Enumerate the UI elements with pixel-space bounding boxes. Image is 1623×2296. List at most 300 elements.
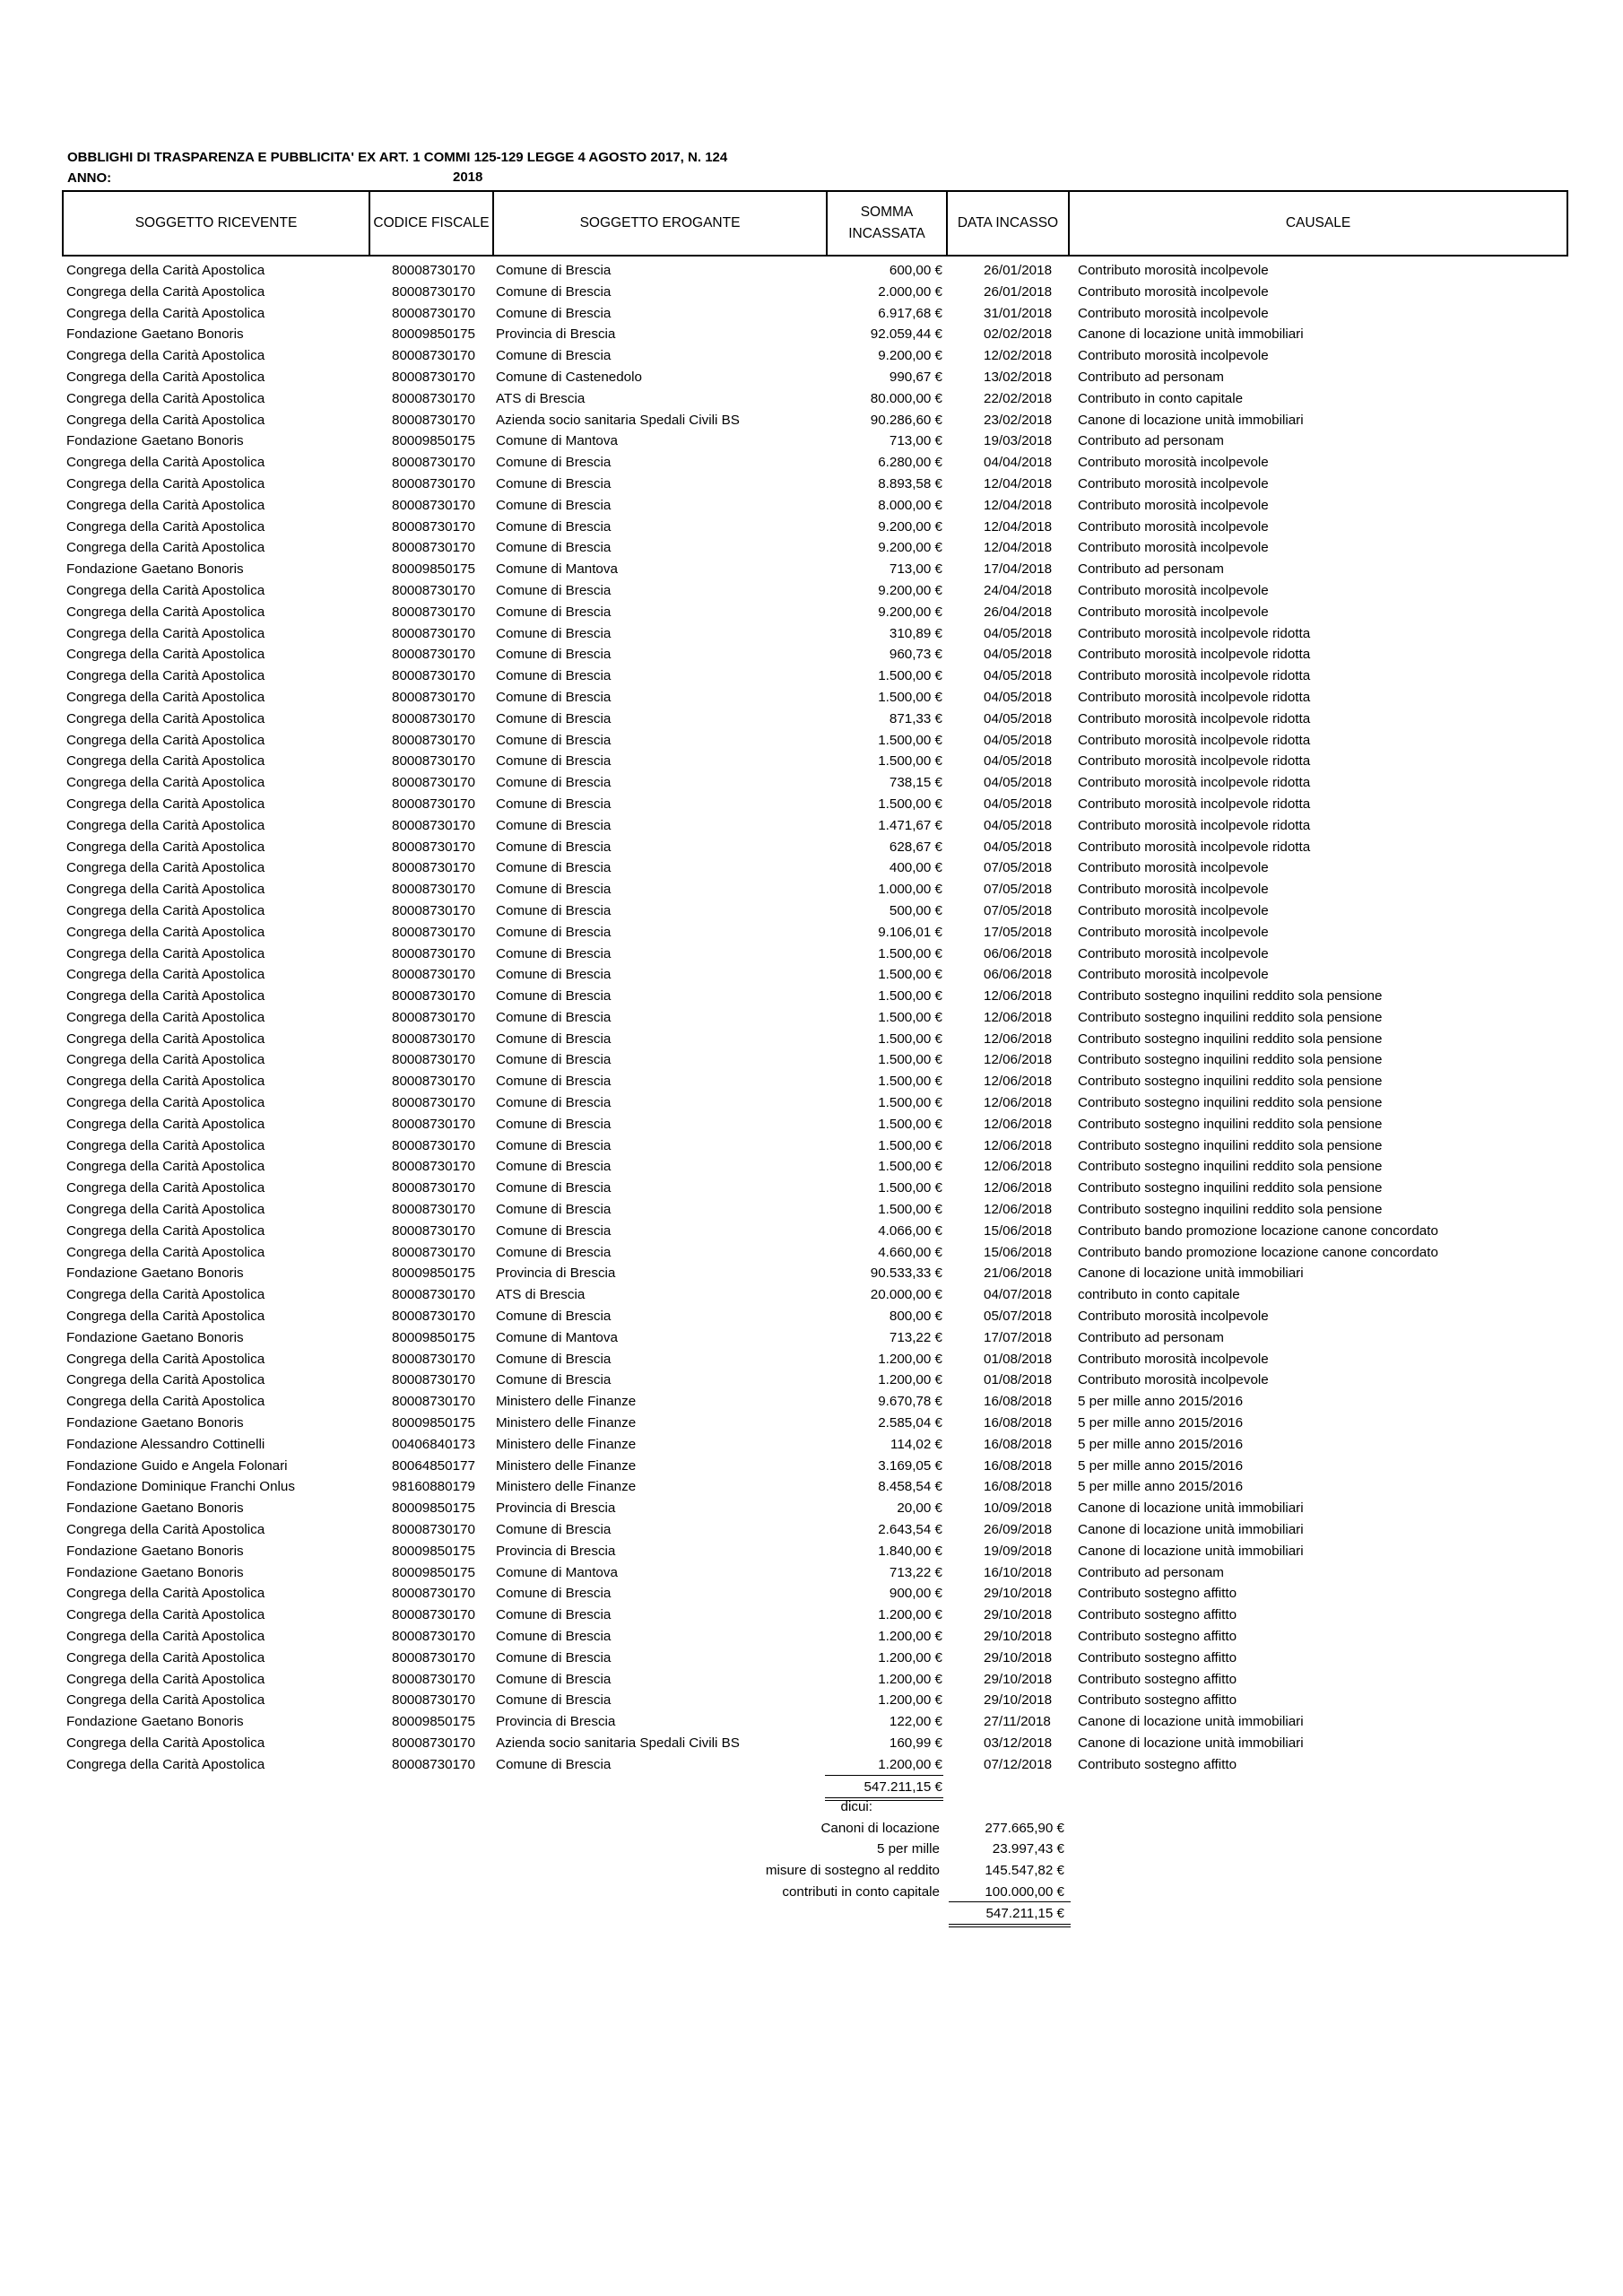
- cell-data-incasso: 29/10/2018: [984, 1671, 1053, 1687]
- cell-causale: Contributo morosità incolpevole: [1078, 924, 1269, 940]
- cell-somma: 960,73 €: [889, 647, 942, 663]
- cell-data-incasso: 12/06/2018: [984, 1095, 1053, 1111]
- cell-codice-fiscale: 80009850175: [392, 326, 475, 343]
- table-row: [0, 1541, 1623, 1562]
- cell-codice-fiscale: 80008730170: [392, 369, 475, 385]
- cell-causale: Contributo ad personam: [1078, 1329, 1224, 1345]
- table-row: [0, 1456, 1623, 1477]
- cell-data-incasso: 29/10/2018: [984, 1586, 1053, 1602]
- table-row: [0, 324, 1623, 345]
- cell-data-incasso: 16/08/2018: [984, 1457, 1053, 1474]
- cell-data-incasso: 12/06/2018: [984, 1180, 1053, 1196]
- cell-erogante: Comune di Brescia: [496, 1244, 612, 1260]
- cell-erogante: Comune di Brescia: [496, 1649, 612, 1665]
- cell-somma: 8.000,00 €: [878, 497, 942, 513]
- cell-erogante: Comune di Brescia: [496, 1756, 612, 1772]
- cell-somma: 3.169,05 €: [878, 1457, 942, 1474]
- table-row: [0, 772, 1623, 794]
- cell-ricevente: Congrega della Carità Apostolica: [66, 263, 265, 278]
- cell-ricevente: Congrega della Carità Apostolica: [66, 305, 265, 321]
- cell-codice-fiscale: 80008730170: [392, 390, 475, 406]
- cell-codice-fiscale: 80008730170: [392, 1009, 475, 1025]
- cell-data-incasso: 04/05/2018: [984, 753, 1053, 770]
- cell-codice-fiscale: 80008730170: [392, 1159, 475, 1175]
- cell-ricevente: Fondazione Gaetano Bonoris: [66, 561, 244, 578]
- table-row: [0, 1135, 1623, 1157]
- cell-causale: Contributo morosità incolpevole: [1078, 455, 1269, 471]
- table-row: [0, 1349, 1623, 1370]
- cell-data-incasso: 01/08/2018: [984, 1351, 1053, 1367]
- table-row: [0, 1242, 1623, 1264]
- cell-causale: Contributo morosità incolpevole ridotta: [1078, 710, 1311, 726]
- cell-erogante: Comune di Mantova: [496, 433, 618, 449]
- cell-data-incasso: 12/06/2018: [984, 1116, 1053, 1132]
- cell-somma: 1.471,67 €: [878, 817, 942, 833]
- cell-codice-fiscale: 80008730170: [392, 1180, 475, 1196]
- cell-causale: 5 per mille anno 2015/2016: [1078, 1415, 1244, 1431]
- cell-ricevente: Congrega della Carità Apostolica: [66, 1031, 265, 1047]
- cell-codice-fiscale: 80008730170: [392, 1649, 475, 1665]
- table-row: [0, 1178, 1623, 1199]
- cell-ricevente: Congrega della Carità Apostolica: [66, 689, 265, 705]
- cell-somma: 1.500,00 €: [878, 668, 942, 684]
- breakdown-value: 277.665,90 €: [985, 1820, 1064, 1836]
- cell-codice-fiscale: 00406840173: [392, 1436, 475, 1452]
- cell-somma: 713,22 €: [889, 1564, 942, 1580]
- cell-causale: Contributo morosità incolpevole: [1078, 518, 1269, 535]
- cell-data-incasso: 04/05/2018: [984, 647, 1053, 663]
- breakdown-value: 100.000,00 €: [985, 1883, 1064, 1900]
- cell-somma: 1.200,00 €: [878, 1629, 942, 1644]
- cell-codice-fiscale: 80008730170: [392, 1607, 475, 1623]
- cell-causale: Contributo morosità incolpevole ridotta: [1078, 689, 1311, 705]
- cell-causale: Contributo sostegno inquilini reddito sola pensione: [1078, 1074, 1383, 1090]
- cell-data-incasso: 17/04/2018: [984, 561, 1053, 578]
- cell-codice-fiscale: 80008730170: [392, 647, 475, 663]
- table-row: [0, 857, 1623, 879]
- table-row: [0, 1626, 1623, 1648]
- table-row: [0, 1434, 1623, 1456]
- cell-data-incasso: 17/05/2018: [984, 924, 1053, 940]
- cell-ricevente: Congrega della Carità Apostolica: [66, 945, 265, 961]
- cell-codice-fiscale: 80008730170: [392, 1309, 475, 1325]
- cell-causale: Contributo morosità incolpevole: [1078, 1351, 1269, 1367]
- table-row: [0, 794, 1623, 815]
- cell-codice-fiscale: 80008730170: [392, 1394, 475, 1410]
- cell-causale: Contributo morosità incolpevole ridotta: [1078, 647, 1311, 663]
- cell-ricevente: Congrega della Carità Apostolica: [66, 967, 265, 983]
- cell-data-incasso: 04/05/2018: [984, 710, 1053, 726]
- cell-erogante: Comune di Brescia: [496, 1095, 612, 1111]
- cell-erogante: Comune di Brescia: [496, 924, 612, 940]
- cell-codice-fiscale: 80008730170: [392, 455, 475, 471]
- breakdown-value: 145.547,82 €: [985, 1863, 1064, 1878]
- cell-ricevente: Congrega della Carità Apostolica: [66, 1244, 265, 1260]
- table-row: [0, 430, 1623, 452]
- cell-codice-fiscale: 80008730170: [392, 988, 475, 1004]
- cell-somma: 92.059,44 €: [870, 326, 942, 343]
- table-row: [0, 580, 1623, 602]
- cell-data-incasso: 29/10/2018: [984, 1607, 1053, 1623]
- cell-ricevente: Fondazione Gaetano Bonoris: [66, 326, 244, 343]
- col-header-causale: CAUSALE: [1068, 192, 1567, 255]
- cell-erogante: Ministero delle Finanze: [496, 1394, 637, 1410]
- table-row: [0, 1605, 1623, 1626]
- cell-somma: 160,99 €: [889, 1735, 942, 1751]
- table-row: [0, 815, 1623, 837]
- cell-data-incasso: 27/11/2018: [984, 1714, 1051, 1730]
- cell-causale: Contributo sostegno inquilini reddito sola pensione: [1078, 1095, 1383, 1111]
- cell-ricevente: Congrega della Carità Apostolica: [66, 1351, 265, 1367]
- cell-data-incasso: 15/06/2018: [984, 1244, 1053, 1260]
- cell-codice-fiscale: 80009850175: [392, 1714, 475, 1730]
- table-row: [0, 1754, 1623, 1776]
- cell-causale: Contributo ad personam: [1078, 369, 1224, 385]
- table-row: [0, 665, 1623, 687]
- cell-ricevente: Congrega della Carità Apostolica: [66, 775, 265, 791]
- cell-data-incasso: 12/06/2018: [984, 1074, 1053, 1090]
- cell-erogante: Comune di Brescia: [496, 988, 612, 1004]
- grand-total: 547.211,15 €: [864, 1779, 942, 1795]
- cell-data-incasso: 04/05/2018: [984, 796, 1053, 812]
- cell-ricevente: Congrega della Carità Apostolica: [66, 455, 265, 471]
- cell-somma: 20.000,00 €: [870, 1287, 942, 1303]
- cell-causale: Contributo sostegno affitto: [1078, 1607, 1237, 1623]
- table-row: [0, 410, 1623, 431]
- cell-codice-fiscale: 80008730170: [392, 1137, 475, 1153]
- cell-somma: 1.500,00 €: [878, 1180, 942, 1196]
- cell-codice-fiscale: 80009850175: [392, 1564, 475, 1580]
- cell-erogante: Comune di Brescia: [496, 348, 612, 364]
- cell-erogante: Comune di Brescia: [496, 732, 612, 748]
- table-row: [0, 260, 1623, 282]
- col-header-somma-line1: SOMMA: [860, 204, 914, 220]
- cell-somma: 2.000,00 €: [878, 283, 942, 300]
- cell-codice-fiscale: 80008730170: [392, 1287, 475, 1303]
- col-header-ricevente: SOGGETTO RICEVENTE: [135, 215, 298, 230]
- cell-ricevente: Fondazione Gaetano Bonoris: [66, 1543, 244, 1559]
- cell-codice-fiscale: 80009850175: [392, 1500, 475, 1517]
- table-row: [0, 303, 1623, 325]
- cell-erogante: Comune di Brescia: [496, 1586, 612, 1602]
- cell-erogante: Azienda socio sanitaria Spedali Civili BS: [496, 1735, 740, 1751]
- cell-ricevente: Fondazione Gaetano Bonoris: [66, 1265, 244, 1282]
- cell-causale: Canone di locazione unità immobiliari: [1078, 1522, 1304, 1538]
- cell-ricevente: Congrega della Carità Apostolica: [66, 902, 265, 918]
- cell-erogante: Comune di Brescia: [496, 1180, 612, 1196]
- cell-codice-fiscale: 80008730170: [392, 540, 475, 556]
- cell-ricevente: Congrega della Carità Apostolica: [66, 1074, 265, 1090]
- cell-codice-fiscale: 80008730170: [392, 348, 475, 364]
- table-row: [0, 1114, 1623, 1135]
- cell-codice-fiscale: 80008730170: [392, 945, 475, 961]
- cell-ricevente: Fondazione Alessandro Cottinelli: [66, 1436, 265, 1452]
- cell-ricevente: Congrega della Carità Apostolica: [66, 1309, 265, 1325]
- cell-causale: Contributo sostegno inquilini reddito sola pensione: [1078, 1180, 1383, 1196]
- cell-ricevente: Congrega della Carità Apostolica: [66, 1586, 265, 1602]
- cell-somma: 900,00 €: [889, 1586, 942, 1602]
- table-row: [0, 1413, 1623, 1434]
- cell-erogante: Comune di Mantova: [496, 561, 618, 578]
- cell-erogante: Provincia di Brescia: [496, 326, 616, 343]
- cell-data-incasso: 12/04/2018: [984, 475, 1053, 491]
- cell-erogante: Comune di Brescia: [496, 710, 612, 726]
- cell-data-incasso: 12/06/2018: [984, 1009, 1053, 1025]
- cell-codice-fiscale: 80008730170: [392, 1031, 475, 1047]
- cell-causale: Contributo morosità incolpevole: [1078, 1309, 1269, 1325]
- cell-causale: Contributo morosità incolpevole: [1078, 305, 1269, 321]
- document-title: OBBLIGHI DI TRASPARENZA E PUBBLICITA' EX ART. 1 COMMI 125-129 LEGGE 4 AGOSTO 2017, N. 124: [67, 150, 728, 165]
- cell-causale: Contributo sostegno inquilini reddito sola pensione: [1078, 988, 1383, 1004]
- cell-causale: Contributo morosità incolpevole ridotta: [1078, 796, 1311, 812]
- cell-codice-fiscale: 80008730170: [392, 753, 475, 770]
- cell-data-incasso: 04/05/2018: [984, 689, 1053, 705]
- cell-causale: Contributo morosità incolpevole: [1078, 263, 1269, 278]
- cell-data-incasso: 03/12/2018: [984, 1735, 1053, 1751]
- table-row: [0, 345, 1623, 367]
- cell-somma: 1.200,00 €: [878, 1692, 942, 1709]
- cell-ricevente: Congrega della Carità Apostolica: [66, 1649, 265, 1665]
- cell-erogante: Comune di Brescia: [496, 967, 612, 983]
- cell-somma: 90.286,60 €: [870, 412, 942, 428]
- cell-codice-fiscale: 80008730170: [392, 924, 475, 940]
- table-row: [0, 1733, 1623, 1754]
- cell-ricevente: Fondazione Guido e Angela Folonari: [66, 1457, 288, 1474]
- cell-causale: Contributo sostegno affitto: [1078, 1649, 1237, 1665]
- cell-erogante: Comune di Mantova: [496, 1564, 618, 1580]
- cell-ricevente: Congrega della Carità Apostolica: [66, 1394, 265, 1410]
- cell-data-incasso: 12/06/2018: [984, 988, 1053, 1004]
- breakdown-label: 5 per mille: [876, 1841, 940, 1857]
- table-row: [0, 1007, 1623, 1029]
- cell-data-incasso: 16/10/2018: [984, 1564, 1053, 1580]
- table-row: [0, 1370, 1623, 1391]
- cell-data-incasso: 04/05/2018: [984, 775, 1053, 791]
- cell-data-incasso: 17/07/2018: [984, 1329, 1053, 1345]
- cell-data-incasso: 29/10/2018: [984, 1629, 1053, 1644]
- cell-codice-fiscale: 98160880179: [392, 1479, 475, 1495]
- cell-causale: 5 per mille anno 2015/2016: [1078, 1394, 1244, 1410]
- cell-erogante: Comune di Brescia: [496, 1671, 612, 1687]
- cell-causale: Contributo sostegno inquilini reddito sola pensione: [1078, 1116, 1383, 1132]
- cell-somma: 122,00 €: [889, 1714, 942, 1730]
- cell-erogante: Ministero delle Finanze: [496, 1479, 637, 1495]
- cell-ricevente: Congrega della Carità Apostolica: [66, 497, 265, 513]
- table-row: [0, 1648, 1623, 1669]
- table-row: [0, 687, 1623, 709]
- cell-erogante: Comune di Brescia: [496, 668, 612, 684]
- cell-data-incasso: 10/09/2018: [984, 1500, 1053, 1517]
- cell-data-incasso: 31/01/2018: [984, 305, 1053, 321]
- cell-data-incasso: 05/07/2018: [984, 1309, 1053, 1325]
- cell-causale: Canone di locazione unità immobiliari: [1078, 1735, 1304, 1751]
- col-header-erogante: SOGGETTO EROGANTE: [492, 192, 826, 255]
- cell-codice-fiscale: 80008730170: [392, 283, 475, 300]
- cell-ricevente: Congrega della Carità Apostolica: [66, 839, 265, 855]
- cell-causale: Contributo morosità incolpevole: [1078, 283, 1269, 300]
- table-row: [0, 1284, 1623, 1306]
- cell-ricevente: Congrega della Carità Apostolica: [66, 1522, 265, 1538]
- cell-data-incasso: 21/06/2018: [984, 1265, 1053, 1282]
- cell-somma: 9.200,00 €: [878, 582, 942, 598]
- cell-causale: Contributo morosità incolpevole: [1078, 860, 1269, 876]
- cell-data-incasso: 23/02/2018: [984, 412, 1053, 428]
- cell-ricevente: Congrega della Carità Apostolica: [66, 796, 265, 812]
- table-row: [0, 964, 1623, 986]
- cell-codice-fiscale: 80009850175: [392, 1265, 475, 1282]
- cell-somma: 1.500,00 €: [878, 1095, 942, 1111]
- breakdown-line-top: [949, 1901, 1071, 1902]
- breakdown-label: contributi in conto capitale: [782, 1883, 940, 1900]
- cell-data-incasso: 04/05/2018: [984, 625, 1053, 641]
- cell-data-incasso: 07/05/2018: [984, 860, 1053, 876]
- table-row: [0, 1199, 1623, 1221]
- cell-causale: Contributo morosità incolpevole: [1078, 882, 1269, 898]
- cell-data-incasso: 12/06/2018: [984, 1202, 1053, 1218]
- cell-codice-fiscale: 80008730170: [392, 1372, 475, 1388]
- cell-erogante: Comune di Castenedolo: [496, 369, 642, 385]
- cell-ricevente: Congrega della Carità Apostolica: [66, 348, 265, 364]
- cell-somma: 800,00 €: [889, 1309, 942, 1325]
- cell-ricevente: Congrega della Carità Apostolica: [66, 882, 265, 898]
- cell-somma: 1.200,00 €: [878, 1756, 942, 1772]
- cell-codice-fiscale: 80008730170: [392, 882, 475, 898]
- cell-data-incasso: 12/04/2018: [984, 518, 1053, 535]
- cell-erogante: Comune di Brescia: [496, 1372, 612, 1388]
- cell-erogante: Comune di Brescia: [496, 455, 612, 471]
- cell-ricevente: Fondazione Gaetano Bonoris: [66, 1564, 244, 1580]
- cell-erogante: Comune di Brescia: [496, 1222, 612, 1239]
- cell-data-incasso: 04/05/2018: [984, 732, 1053, 748]
- table-row: [0, 1327, 1623, 1349]
- table-row: [0, 1519, 1623, 1541]
- cell-codice-fiscale: 80008730170: [392, 902, 475, 918]
- cell-erogante: Ministero delle Finanze: [496, 1457, 637, 1474]
- cell-ricevente: Congrega della Carità Apostolica: [66, 518, 265, 535]
- cell-causale: Contributo morosità incolpevole: [1078, 582, 1269, 598]
- cell-somma: 8.893,58 €: [878, 475, 942, 491]
- cell-ricevente: Congrega della Carità Apostolica: [66, 817, 265, 833]
- cell-somma: 1.500,00 €: [878, 967, 942, 983]
- cell-erogante: Comune di Brescia: [496, 902, 612, 918]
- table-row: [0, 495, 1623, 517]
- cell-codice-fiscale: 80009850175: [392, 1543, 475, 1559]
- table-row: [0, 1711, 1623, 1733]
- cell-erogante: Azienda socio sanitaria Spedali Civili BS: [496, 412, 740, 428]
- cell-codice-fiscale: 80008730170: [392, 1202, 475, 1218]
- cell-erogante: Comune di Brescia: [496, 1309, 612, 1325]
- cell-causale: Contributo sostegno inquilini reddito sola pensione: [1078, 1009, 1383, 1025]
- cell-codice-fiscale: 80008730170: [392, 689, 475, 705]
- cell-codice-fiscale: 80008730170: [392, 497, 475, 513]
- cell-ricevente: Congrega della Carità Apostolica: [66, 1159, 265, 1175]
- cell-somma: 1.840,00 €: [878, 1543, 942, 1559]
- cell-data-incasso: 12/04/2018: [984, 540, 1053, 556]
- cell-data-incasso: 07/05/2018: [984, 902, 1053, 918]
- cell-data-incasso: 24/04/2018: [984, 582, 1053, 598]
- cell-data-incasso: 06/06/2018: [984, 967, 1053, 983]
- cell-causale: Contributo sostegno inquilini reddito sola pensione: [1078, 1052, 1383, 1068]
- cell-data-incasso: 19/09/2018: [984, 1543, 1053, 1559]
- cell-causale: Contributo sostegno affitto: [1078, 1586, 1237, 1602]
- cell-causale: Contributo sostegno affitto: [1078, 1756, 1237, 1772]
- cell-ricevente: Congrega della Carità Apostolica: [66, 1137, 265, 1153]
- cell-ricevente: Congrega della Carità Apostolica: [66, 732, 265, 748]
- cell-data-incasso: 16/08/2018: [984, 1415, 1053, 1431]
- cell-codice-fiscale: 80008730170: [392, 1116, 475, 1132]
- cell-codice-fiscale: 80064850177: [392, 1457, 475, 1474]
- cell-data-incasso: 12/06/2018: [984, 1137, 1053, 1153]
- cell-somma: 90.533,33 €: [870, 1265, 942, 1282]
- cell-data-incasso: 16/08/2018: [984, 1479, 1053, 1495]
- cell-codice-fiscale: 80008730170: [392, 860, 475, 876]
- cell-ricevente: Fondazione Gaetano Bonoris: [66, 1500, 244, 1517]
- cell-data-incasso: 15/06/2018: [984, 1222, 1053, 1239]
- cell-codice-fiscale: 80009850175: [392, 1415, 475, 1431]
- cell-data-incasso: 29/10/2018: [984, 1649, 1053, 1665]
- cell-ricevente: Congrega della Carità Apostolica: [66, 1735, 265, 1751]
- cell-erogante: Comune di Brescia: [496, 283, 612, 300]
- col-header-data: DATA INCASSO: [946, 192, 1068, 255]
- cell-erogante: Comune di Brescia: [496, 1009, 612, 1025]
- col-header-somma: [826, 192, 946, 255]
- cell-somma: 1.000,00 €: [878, 882, 942, 898]
- cell-somma: 713,00 €: [889, 561, 942, 578]
- cell-somma: 1.200,00 €: [878, 1649, 942, 1665]
- cell-causale: Contributo morosità incolpevole: [1078, 475, 1269, 491]
- cell-erogante: Comune di Brescia: [496, 518, 612, 535]
- cell-somma: 1.500,00 €: [878, 1116, 942, 1132]
- table-row: [0, 1049, 1623, 1071]
- cell-ricevente: Congrega della Carità Apostolica: [66, 1052, 265, 1068]
- cell-ricevente: Fondazione Gaetano Bonoris: [66, 1714, 244, 1730]
- cell-data-incasso: 12/04/2018: [984, 497, 1053, 513]
- cell-ricevente: Congrega della Carità Apostolica: [66, 475, 265, 491]
- cell-causale: Contributo morosità incolpevole: [1078, 540, 1269, 556]
- table-row: [0, 1562, 1623, 1584]
- cell-codice-fiscale: 80008730170: [392, 1692, 475, 1709]
- cell-data-incasso: 04/04/2018: [984, 455, 1053, 471]
- cell-data-incasso: 16/08/2018: [984, 1436, 1053, 1452]
- cell-erogante: Comune di Brescia: [496, 647, 612, 663]
- table-row: [0, 986, 1623, 1007]
- table-row: [0, 837, 1623, 858]
- cell-somma: 1.500,00 €: [878, 1074, 942, 1090]
- table-row: [0, 900, 1623, 922]
- cell-erogante: ATS di Brescia: [496, 1287, 586, 1303]
- cell-erogante: Comune di Brescia: [496, 1031, 612, 1047]
- cell-causale: Contributo morosità incolpevole ridotta: [1078, 817, 1311, 833]
- cell-data-incasso: 06/06/2018: [984, 945, 1053, 961]
- cell-codice-fiscale: 80008730170: [392, 1052, 475, 1068]
- cell-causale: Contributo morosità incolpevole: [1078, 902, 1269, 918]
- cell-causale: Contributo morosità incolpevole: [1078, 604, 1269, 620]
- cell-somma: 1.500,00 €: [878, 689, 942, 705]
- cell-data-incasso: 13/02/2018: [984, 369, 1053, 385]
- cell-causale: Contributo morosità incolpevole ridotta: [1078, 839, 1311, 855]
- cell-somma: 2.585,04 €: [878, 1415, 942, 1431]
- table-row: [0, 602, 1623, 623]
- cell-somma: 9.200,00 €: [878, 540, 942, 556]
- cell-codice-fiscale: 80008730170: [392, 710, 475, 726]
- cell-ricevente: Congrega della Carità Apostolica: [66, 924, 265, 940]
- table-row: [0, 1071, 1623, 1092]
- cell-causale: Contributo sostegno affitto: [1078, 1692, 1237, 1709]
- cell-somma: 1.200,00 €: [878, 1607, 942, 1623]
- cell-causale: Canone di locazione unità immobiliari: [1078, 1265, 1304, 1282]
- cell-codice-fiscale: 80008730170: [392, 1756, 475, 1772]
- cell-erogante: Comune di Brescia: [496, 1202, 612, 1218]
